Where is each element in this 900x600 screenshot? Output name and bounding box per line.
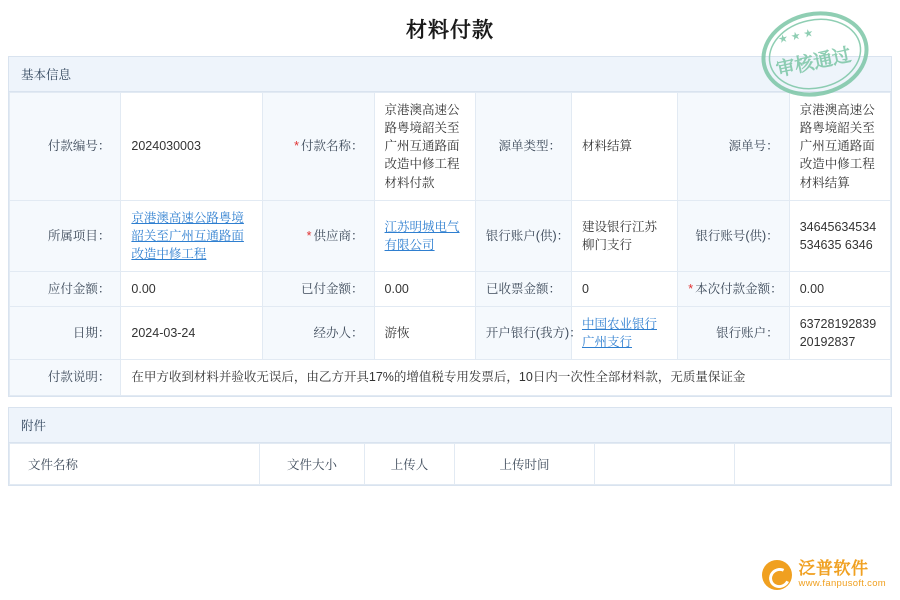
field-label-invoiced-amount: 已收票金额： [475, 272, 571, 307]
required-mark: * [306, 228, 312, 243]
field-value-our-bank[interactable] [571, 307, 677, 360]
attachment-table [9, 443, 891, 485]
field-label-supplier-bank-account: 银行账户(供)： [475, 200, 571, 271]
brand-name: 泛普软件 [798, 559, 869, 579]
column-header-upload-time: 上传时间 [455, 443, 595, 484]
field-value-project[interactable] [121, 200, 263, 271]
field-value-payment-name: 京港澳高速公路粤境韶关至广州互通路面改造中修工程材料付款 [374, 93, 475, 201]
field-value-payment-no: 2024030003 [121, 93, 263, 201]
field-label-source-type: 源单类型： [475, 93, 571, 201]
field-label-date: 日期： [10, 307, 121, 360]
attachment-panel [8, 407, 892, 486]
field-label-supplier-bank-no: 银行账号(供)： [678, 200, 789, 271]
attachment-header: 附件 [9, 408, 891, 443]
supplier-link[interactable]: 江苏明城电气有限公司 [384, 219, 460, 252]
field-label-description: 付款说明： [10, 360, 121, 395]
svg-text:★ ★ ★: ★ ★ ★ [777, 27, 815, 47]
basic-info-header: 基本信息 [9, 57, 891, 92]
brand-logo [762, 560, 886, 590]
table-row [10, 272, 891, 307]
table-row [10, 307, 891, 360]
field-label-source-no: 源单号： [678, 93, 789, 201]
field-label-payment-name: * 付款名称： [263, 93, 374, 201]
field-label-paid-amount: 已付金额： [263, 272, 374, 307]
our-bank-link[interactable]: 中国农业银行广州支行 [581, 317, 657, 350]
table-row [10, 93, 891, 201]
brand-url: www.fanpusoft.com [798, 578, 886, 590]
field-value-source-type: 材料结算 [571, 93, 677, 201]
required-mark: * [688, 282, 694, 296]
page-title: 材料付款 [406, 19, 494, 42]
column-header-extra-1 [595, 443, 735, 484]
required-mark: * [294, 139, 300, 154]
column-header-file-size: 文件大小 [260, 443, 365, 484]
field-value-payable-amount: 0.00 [121, 272, 263, 307]
basic-info-table [9, 92, 891, 396]
field-value-supplier-bank-account: 建设银行江苏柳门支行 [571, 200, 677, 271]
field-value-invoiced-amount: 0 [571, 272, 677, 307]
field-value-our-bank-account: 6372819283920192837 [789, 307, 890, 360]
column-header-uploader: 上传人 [365, 443, 455, 484]
field-label-payment-no: 付款编号： [10, 93, 121, 201]
field-label-supplier: * 供应商： [263, 200, 374, 271]
field-label-handler: 经办人： [263, 307, 374, 360]
field-value-paid-amount: 0.00 [374, 272, 475, 307]
table-row [10, 360, 891, 395]
table-header-row [10, 443, 891, 484]
field-value-current-payment: 0.00 [789, 272, 890, 307]
field-label-project: 所属项目： [10, 200, 121, 271]
brand-mark-icon [762, 560, 792, 590]
field-label-our-bank-account: 银行账户： [678, 307, 789, 360]
field-value-supplier-bank-no: 34645634534534635 6346 [789, 200, 890, 271]
table-row [10, 200, 891, 271]
project-link[interactable]: 京港澳高速公路粤境韶关至广州互通路面改造中修工程 [131, 210, 244, 261]
brand-text [799, 560, 886, 589]
field-label-our-bank: 开户银行(我方)： [475, 307, 571, 360]
field-value-source-no: 京港澳高速公路粤境韶关至广州互通路面改造中修工程材料结算 [789, 93, 890, 201]
column-header-file-name: 文件名称 [10, 443, 260, 484]
basic-info-panel [8, 56, 892, 397]
field-value-supplier[interactable] [374, 200, 475, 271]
column-header-extra-2 [735, 443, 891, 484]
field-value-description: 在甲方收到材料并验收无误后，由乙方开具17%的增值税专用发票后，10日内一次性全部材料款，无质量保证金 [121, 360, 891, 395]
field-value-date: 2024-03-24 [121, 307, 263, 360]
svg-text:审核通过: 审核通过 [774, 44, 854, 82]
field-value-handler: 游恢 [374, 307, 475, 360]
field-label-payable-amount: 应付金额： [10, 272, 121, 307]
field-label-current-payment: * 本次付款金额： [678, 272, 789, 307]
